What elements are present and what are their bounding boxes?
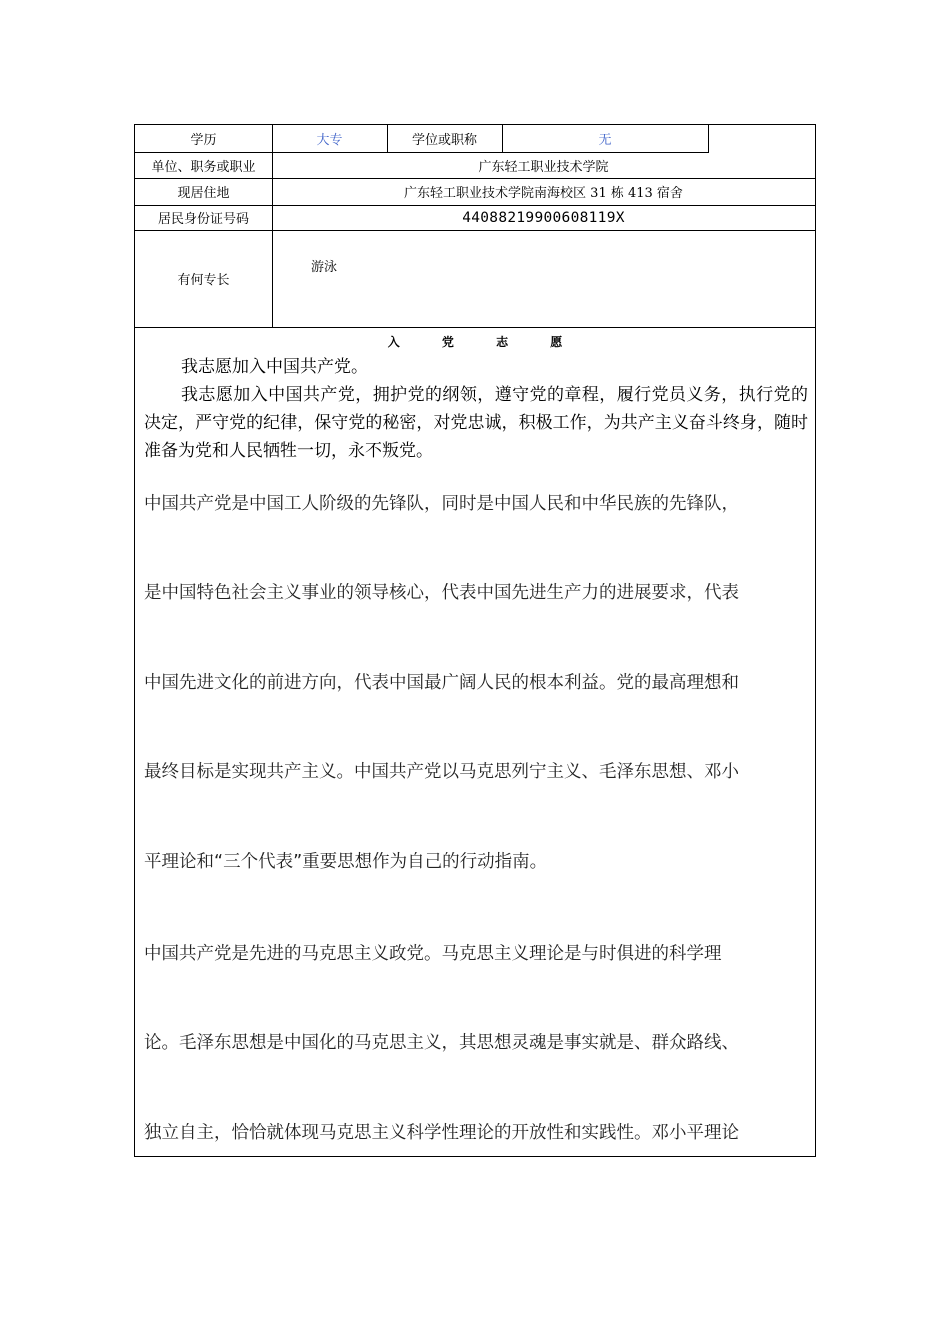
address-label: 现居住地 <box>177 186 230 201</box>
degree-label: 学位或职称 <box>411 133 477 148</box>
education-value: 大专 <box>316 133 343 148</box>
body-line: 中国共产党是中国工人阶级的先锋队，同时是中国人民和中华民族的先锋队， <box>144 494 739 514</box>
application-form <box>134 124 816 1157</box>
heading-char: 愿 <box>550 335 563 349</box>
heading-char: 党 <box>441 335 454 349</box>
section-heading <box>135 333 815 350</box>
oath-text <box>144 353 808 465</box>
body-line: 最终目标是实现共产主义。中国共产党以马克思列宁主义、毛泽东思想、邓小 <box>144 762 739 782</box>
degree-value: 无 <box>598 133 612 148</box>
body-line: 平理论和“三个代表”重要思想作为自己的行动指南。 <box>144 852 548 872</box>
body-line: 中国共产党是先进的马克思主义政党。马克思主义理论是与时俱进的科学理 <box>144 944 722 964</box>
employer-label: 单位、职务或职业 <box>151 159 256 175</box>
id-label: 居民身份证号码 <box>157 212 249 227</box>
column-divider <box>708 125 709 152</box>
skills-value: 游泳 <box>311 259 338 275</box>
heading-char: 志 <box>496 335 509 349</box>
oath-paragraph-2: 我志愿加入中国共产党，拥护党的纲领，遵守党的章程，履行党员义务，执行党的决定，严守党的纪律，保守党的秘密，对党忠诚，积极工作，为共产主义奋斗终身，随时准备为党和人民牺牲一切，永不叛党。 <box>144 385 808 461</box>
heading-char: 入 <box>387 335 400 349</box>
employer-value: 广东轻工职业技术学院 <box>478 159 609 175</box>
body-line: 是中国特色社会主义事业的领导核心，代表中国先进生产力的进展要求，代表 <box>144 583 739 603</box>
oath-line-1: 我志愿加入中国共产党。 <box>181 357 368 377</box>
body-line: 论。毛泽东思想是中国化的马克思主义，其思想灵魂是事实就是、群众路线、 <box>144 1033 739 1053</box>
body-line: 独立自主，恰恰就体现马克思主义科学性理论的开放性和实践性。邓小平理论 <box>144 1123 739 1143</box>
skills-label: 有何专长 <box>177 273 230 288</box>
body-line: 中国先进文化的前进方向，代表中国最广阔人民的根本利益。党的最高理想和 <box>144 673 739 693</box>
id-value: 44088219900608119X <box>462 209 625 226</box>
education-label: 学历 <box>190 133 217 148</box>
address-value: 广东轻工职业技术学院南海校区 31 栋 413 宿舍 <box>404 186 683 201</box>
row-divider <box>135 327 815 328</box>
